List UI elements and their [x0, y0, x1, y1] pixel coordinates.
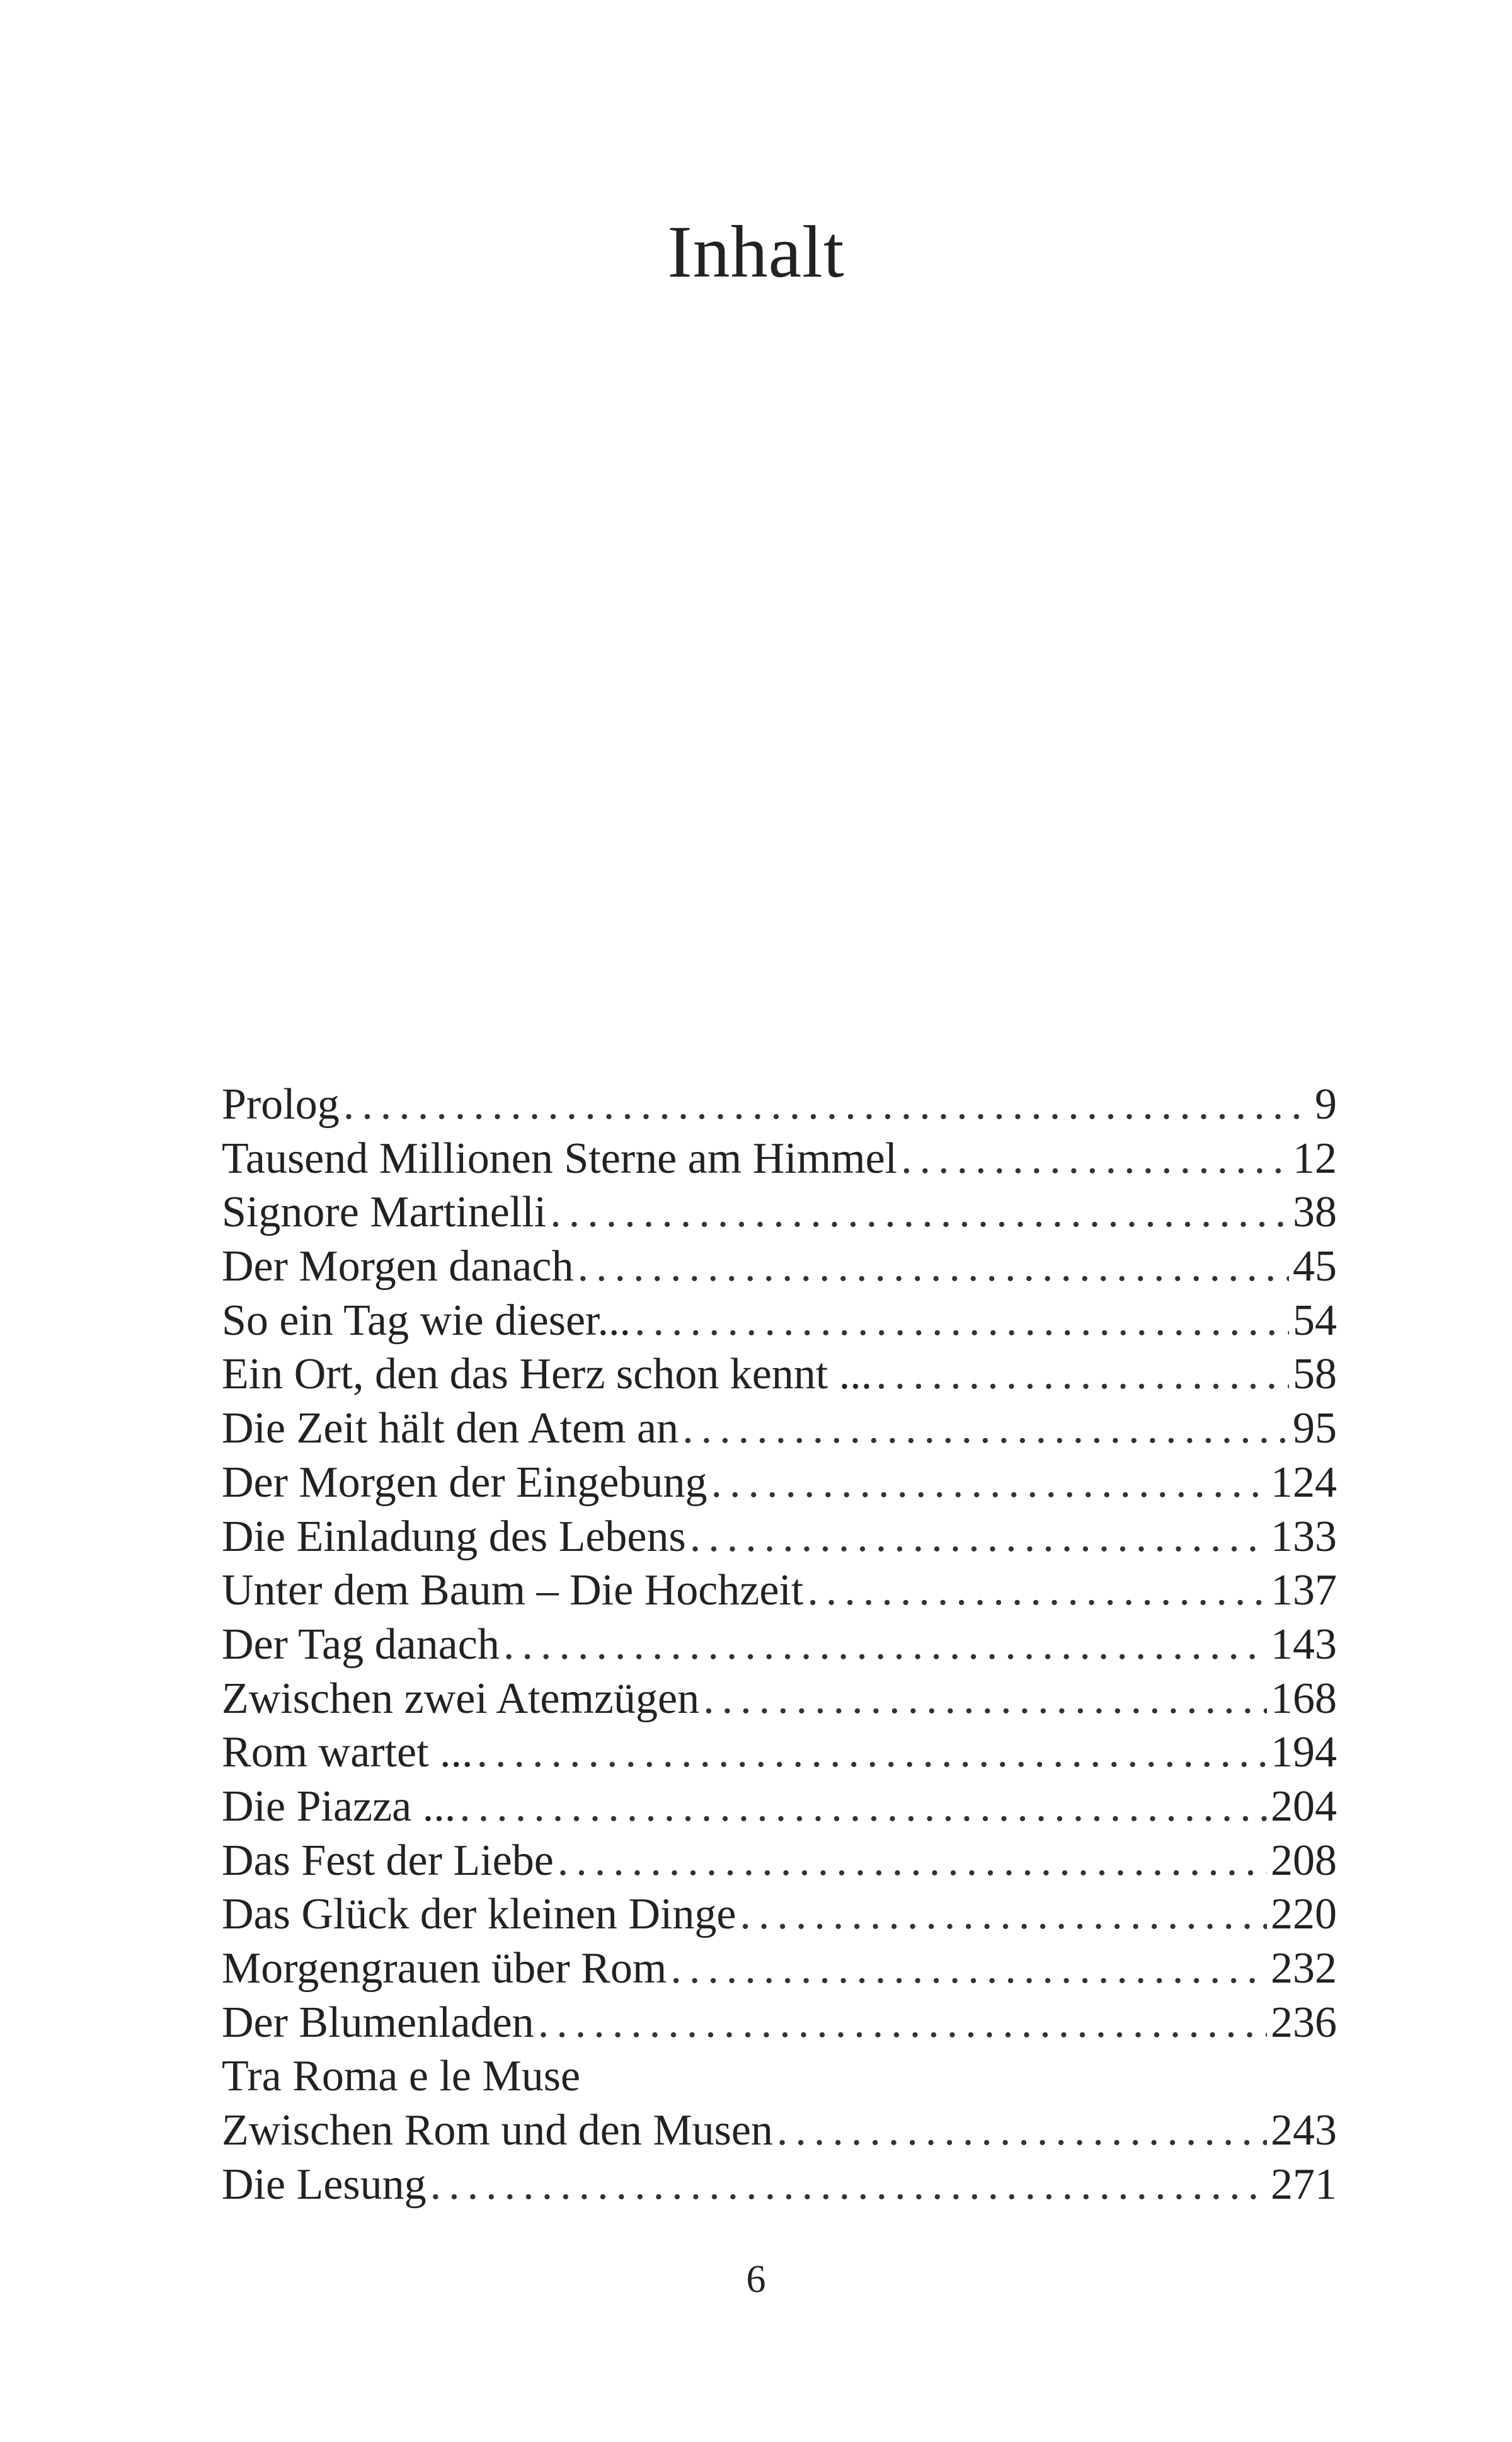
toc-entry-title: Morgengrauen über Rom: [222, 1944, 667, 1993]
toc-entry-title: Zwischen zwei Atemzügen: [222, 1674, 700, 1723]
toc-entry: [222, 1456, 1337, 1510]
toc-entry-title: Tausend Millionen Sterne am Himmel: [222, 1134, 898, 1183]
toc-entry: [222, 2104, 1337, 2158]
toc-entry: [222, 1347, 1337, 1402]
dot-leader: [690, 1510, 1267, 1564]
dot-leader: [459, 1780, 1267, 1834]
toc-entry-page: 168: [1271, 1674, 1337, 1723]
toc-entry: [222, 1834, 1337, 1888]
toc-entry-title: Ein Ort, den das Herz schon kennt ...: [222, 1350, 873, 1399]
toc-entry-title: Die Einladung des Lebens: [222, 1512, 686, 1561]
page-number: 6: [746, 2258, 766, 2301]
dot-leader: [343, 1078, 1311, 1132]
toc-entry-title: Der Morgen der Eingebung: [222, 1458, 707, 1507]
toc-entry-title: So ein Tag wie dieser...: [222, 1296, 631, 1345]
dot-leader: [711, 1456, 1267, 1510]
toc-entry: [222, 1402, 1337, 1456]
toc-entry: [222, 1564, 1337, 1618]
toc-entry: [222, 1132, 1337, 1186]
toc-entry-title: Signore Martinelli: [222, 1188, 547, 1237]
dot-leader: [703, 1672, 1267, 1726]
dot-leader: [682, 1402, 1289, 1456]
dot-leader: [740, 1887, 1267, 1942]
toc-entry-title: Die Piazza ...: [222, 1782, 456, 1831]
toc-entry-page: 45: [1293, 1242, 1337, 1291]
toc-entry-page: 208: [1271, 1836, 1337, 1885]
dot-leader: [538, 1996, 1267, 2050]
toc-entry-title: Prolog: [222, 1080, 340, 1129]
toc-entry: [222, 1996, 1337, 2050]
toc-entry-page: 124: [1271, 1458, 1337, 1507]
toc-entry: [222, 1185, 1337, 1240]
toc-entry-title: Der Blumenladen: [222, 1998, 534, 2047]
toc-entry-page: 232: [1271, 1944, 1337, 1993]
toc-entry-title: Die Lesung: [222, 2160, 427, 2209]
dot-leader: [807, 1564, 1267, 1618]
toc-entry-title: Unter dem Baum – Die Hochzeit: [222, 1566, 804, 1615]
toc-entry: [222, 1618, 1337, 1672]
toc-entry-title: Der Morgen danach: [222, 1242, 574, 1291]
toc-entry-page: 9: [1315, 1080, 1337, 1129]
toc-entry-title: Das Fest der Liebe: [222, 1836, 554, 1885]
dot-leader: [670, 1942, 1267, 1996]
toc-entry-page: 12: [1293, 1134, 1337, 1183]
toc-entry-page: 143: [1271, 1620, 1337, 1669]
toc-entry-title: Zwischen Rom und den Musen: [222, 2106, 773, 2155]
toc-entry-page: 58: [1293, 1350, 1337, 1399]
dot-leader: [430, 2158, 1267, 2212]
dot-leader: [634, 1294, 1289, 1348]
toc-entry-page: 243: [1271, 2106, 1337, 2155]
toc-entry: [222, 2158, 1337, 2212]
toc-entry-page: 38: [1293, 1188, 1337, 1237]
toc-entry: [222, 1672, 1337, 1726]
toc-entry: [222, 1294, 1337, 1348]
toc-entry-page: 137: [1271, 1566, 1337, 1615]
toc-entry-page: 133: [1271, 1512, 1337, 1561]
toc-entry-title: Tra Roma e le Muse: [222, 2052, 581, 2101]
toc-entry-title: Das Glück der kleinen Dinge: [222, 1890, 736, 1939]
toc-entry: [222, 1780, 1337, 1834]
dot-leader: [901, 1132, 1289, 1186]
toc-entry: [222, 1078, 1337, 1132]
dot-leader: [503, 1618, 1267, 1672]
toc-entry: [222, 1240, 1337, 1294]
toc-entry-title: Der Tag danach: [222, 1620, 500, 1669]
table-of-contents: [222, 1078, 1337, 2211]
toc-entry: [222, 1725, 1337, 1780]
toc-entry-page: 54: [1293, 1296, 1337, 1345]
toc-entry-title: Rom wartet ...: [222, 1728, 473, 1777]
dot-leader: [578, 1240, 1290, 1294]
toc-entry-page: 271: [1271, 2160, 1337, 2209]
toc-entry-page: 204: [1271, 1782, 1337, 1831]
toc-entry-page: 194: [1271, 1728, 1337, 1777]
page-title: Inhalt: [667, 210, 845, 293]
toc-entry-page: 236: [1271, 1998, 1337, 2047]
dot-leader: [558, 1834, 1267, 1888]
toc-entry: [222, 1887, 1337, 1942]
dot-leader: [876, 1347, 1289, 1402]
dot-leader: [550, 1185, 1289, 1240]
toc-entry-title: Die Zeit hält den Atem an: [222, 1404, 679, 1453]
dot-leader: [777, 2104, 1267, 2158]
toc-entry: [222, 1942, 1337, 1996]
toc-entry-heading: [222, 2049, 1337, 2104]
dot-leader: [477, 1725, 1267, 1780]
toc-entry: [222, 1510, 1337, 1564]
toc-entry-page: 95: [1293, 1404, 1337, 1453]
toc-entry-page: 220: [1271, 1890, 1337, 1939]
